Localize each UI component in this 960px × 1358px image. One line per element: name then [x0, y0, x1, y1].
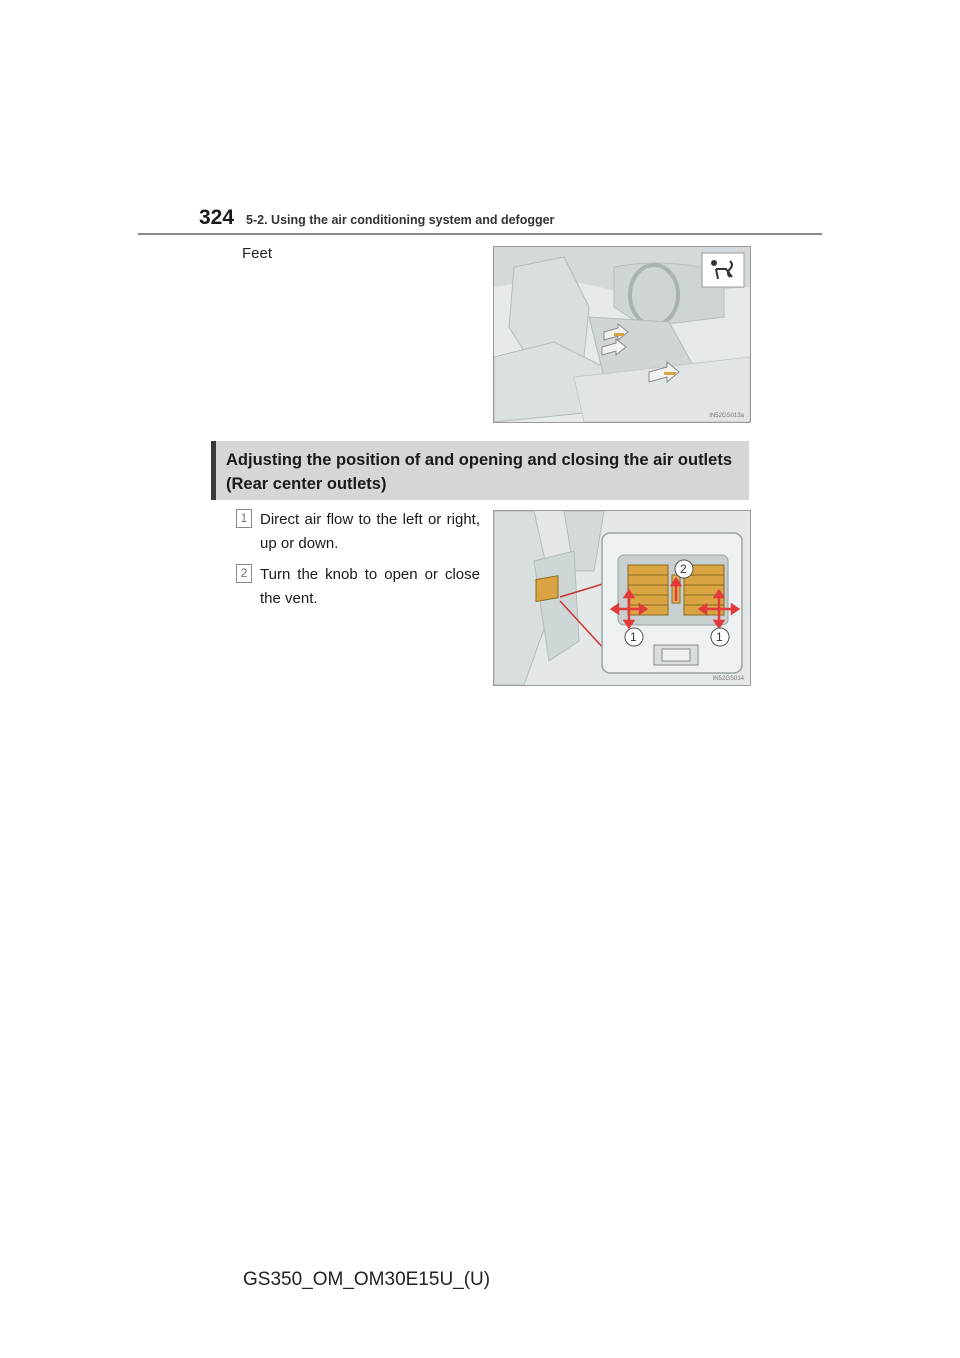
heading-line-1: Adjusting the position of and opening and closing the air outlets	[226, 451, 732, 469]
rear-outlets-illustration	[493, 510, 751, 686]
callout-1-right: 1	[716, 630, 723, 644]
step-item	[236, 563, 480, 611]
car-interior-drawing	[494, 247, 750, 422]
feet-mode-label: Feet	[242, 245, 273, 262]
section-heading	[211, 441, 749, 500]
rear-console-drawing	[494, 511, 750, 685]
callout-1-left: 1	[630, 630, 637, 644]
figure-code: IN52GS013a	[709, 413, 744, 419]
figure-code: IN52GS014	[712, 676, 744, 682]
step-item	[236, 508, 480, 556]
step-text: Turn the knob to open or close the vent.	[260, 566, 480, 607]
step-text: Direct air flow to the left or right, up or down.	[260, 511, 480, 552]
header-rule	[138, 233, 822, 235]
seat-person-icon	[711, 260, 717, 266]
step-number: 1	[236, 509, 252, 528]
left-vent-grille	[628, 565, 668, 615]
callout-2: 2	[680, 562, 687, 576]
page-header	[199, 206, 554, 230]
section-title: 5-2. Using the air conditioning system and defogger	[246, 213, 555, 227]
feet-airflow-illustration	[493, 246, 751, 423]
heading-line-2: (Rear center outlets)	[226, 475, 387, 493]
document-code: GS350_OM_OM30E15U_(U)	[243, 1269, 491, 1290]
page-number: 324	[199, 206, 235, 229]
step-number: 2	[236, 564, 252, 583]
